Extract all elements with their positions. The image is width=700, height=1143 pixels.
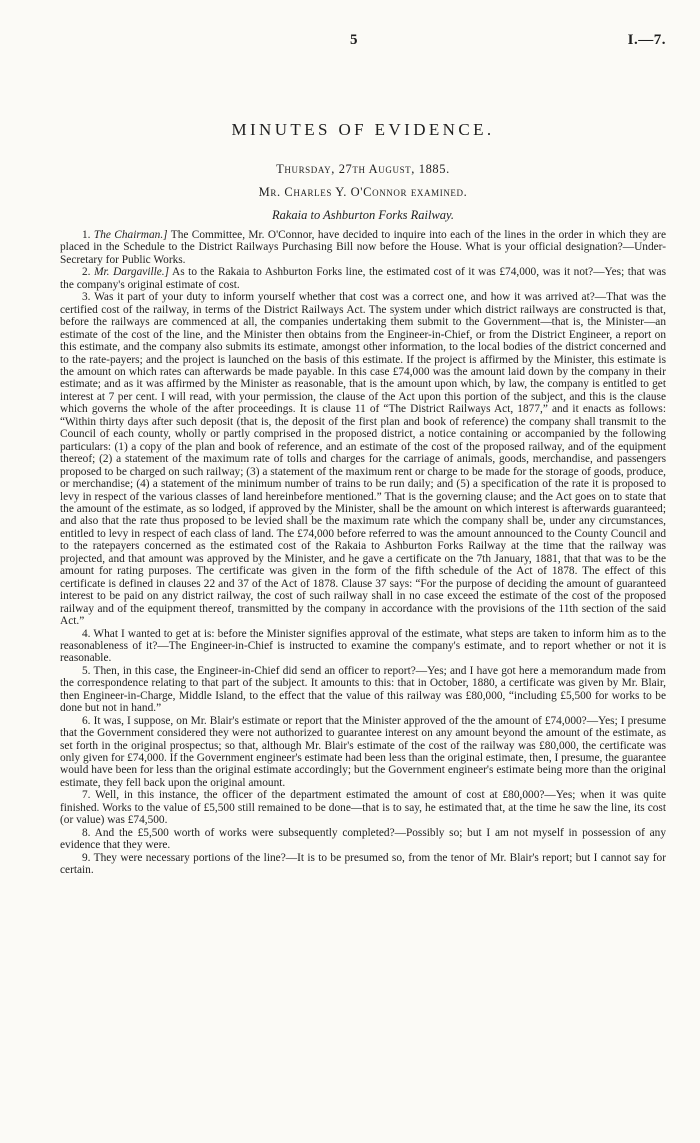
- paragraph-text: It was, I suppose, on Mr. Blair's estimate or report that the Minister approved of the the amount of £74,000?—Yes; I presume that the Government considered they were not authorized to guarantee interest on any amount beyond the amount of the estimate, as set forth in the original prospectus; so that, although Mr. Blair's estimate of the cost of the railway was £80,000, the certificate was only given for £74,000. If the Government engineer's estimate had been less than the original estimate, then, I presume, the guarantee would have been for less than the original estimate accordingly; but the Government engineer's estimate being more than the original estimate, they fell back upon the original amount.: [60, 714, 666, 789]
- witness-line: Mr. Charles Y. O'Connor examined.: [258, 185, 468, 199]
- paragraph-text: As to the Rakaia to Ashburton Forks line, the estimated cost of it was £74,000, was it not?—Yes; that was the company's original estimate of cost.: [60, 266, 666, 291]
- paragraph-text: Then, in this case, the Engineer-in-Chief did send an officer to report?—Yes; and I have got here a memorandum made from the correspondence relating to that part of the subject. It amounts to this: that in October, 1880, a certificate was given by Mr. Blair, then Engineer-in-Charge, Middle Island, to the effect that the value of this railway was £80,000, “including £5,500 for works to be done but not in hand.”: [60, 664, 666, 715]
- evidence-body: [60, 229, 666, 877]
- paragraph-text: They were necessary portions of the line?—It is to be presumed so, from the tenor of Mr. Blair's report; but I cannot say for certain.: [60, 851, 666, 877]
- page-number: 5: [350, 32, 358, 48]
- evidence-paragraph: [60, 789, 666, 826]
- speaker-label: Mr. Dargaville.]: [94, 266, 170, 279]
- evidence-paragraph: [60, 266, 666, 291]
- subject-heading: Rakaia to Ashburton Forks Railway.: [271, 208, 455, 222]
- paragraph-number: 4.: [82, 627, 91, 640]
- paragraph-number: 1.: [82, 229, 91, 241]
- paragraph-number: 5.: [82, 664, 91, 677]
- paragraph-number: 7.: [82, 789, 91, 802]
- document-page: [60, 32, 666, 877]
- paragraph-number: 3.: [82, 291, 91, 304]
- evidence-paragraph: [60, 291, 666, 627]
- paragraph-number: 9.: [82, 851, 91, 864]
- evidence-paragraph: [60, 827, 666, 852]
- page-header: [60, 32, 666, 56]
- evidence-paragraph: [60, 852, 666, 877]
- paragraph-number: 8.: [82, 826, 91, 839]
- paper-reference: I.—7.: [627, 32, 666, 48]
- document-title: MINUTES OF EVIDENCE.: [231, 120, 495, 139]
- sitting-date: Thursday, 27th August, 1885.: [276, 162, 450, 176]
- paragraph-text: Well, in this instance, the officer of the department estimated the amount of cost at £80,000?—Yes; when it was quite finished. Works to the value of £5,500 still remained to be done—that is to say, he estimated that, at the time he saw the line, its cost (or value) was £74,500.: [60, 789, 666, 827]
- evidence-paragraph: [60, 628, 666, 665]
- paragraph-text: And the £5,500 worth of works were subsequently completed?—Possibly so; but I am not myself in possession of any evidence that they were.: [60, 826, 667, 852]
- evidence-paragraph: [60, 715, 666, 790]
- evidence-paragraph: [60, 229, 666, 266]
- evidence-paragraph: [60, 665, 666, 715]
- paragraph-number: 6.: [82, 714, 91, 727]
- paragraph-text: Was it part of your duty to inform yourself whether that cost was a correct one, and how it was arrived at?—That was the certified cost of the railway, in terms of the District Railways Act. The system under which district railways are constructed is that, before the railways are commenced at all, the companies undertaking them submit to the Government—that is, the Minister—an estimate of the cost of the line, and the Minister then obtains from the Engineer-in-Chief, or from the District Engineer, a report on this estimate, and the company also submits its estimate, amongst other information, to the local bodies of the district concerned and to the rate-payers; and the project is launched on the basis of this estimate. If the project is affirmed by the Minister, this estimate is the amount on which rates can afterwards be made payable. In this case £74,000 was the amount laid down by the company in their estimate; and as it was affirmed by the Minister as reasonable, that is the amount upon which, by law, the company is entitled to get interest at 7 per cent. I will read, with your permission, the clause of the Act upon this portion of the subject, and this is the clause which governs the whole of the after proceedings. It is clause 11 of “The District Railways Act, 1877,” and it enacts as follows: “Within thirty days after such deposit (that is, the deposit of the first plan and book of reference) the company shall transmit to the Council of each county, wholly or partly comprised in the proposed district, a notice containing or accompanied by the following particulars: (1) a copy of the plan and book of reference, and an estimate of the cost of the proposed railway, and of the equipment thereof; (2) a statement of the maximum rate of tolls and charges for the carriage of animals, goods, merchandise, and passengers proposed to be charged on such railway; (3) a statement of the maximum rent or charge to be made for the storage of goods, produce, or merchandise; (4) a statement of the minimum number of trains to be run daily; and (5) a specification of the rate it is proposed to levy in respect of the various classes of land hereinbefore mentioned.” That is the governing clause; and the Act goes on to state that the amount of the estimate, as so lodged, if approved by the Minister, shall be the amount on which interest is afterwards guaranteed; and also that the rate thus proposed to be levied shall be the maximum rate which the company shall be, under any circumstances, entitled to levy in respect of each class of land. The £74,000 before referred to was the amount announced to the County Council and to the ratepayers concerned as the estimated cost of the Rakaia to Ashburton Forks Railway at the time that the railway was projected, and that amount was approved by the Minister, and he gave a certificate on the 7th January, 1881, that that was to be the amount for rating purposes. The certificate was given in the form of the fifth schedule of the Act of 1878. The effect of this certificate is defined in clauses 22 and 37 of the Act of 1878. Clause 37 says: “For the purpose of deciding the amount of guaranteed interest to be paid on any district railway, the cost of such railway shall in no case exceed the estimate of the cost of the proposed railway and of the equipment thereof, transmitted by the company in accordance with the provisions of the 11th section of the said Act.”: [60, 291, 667, 628]
- speaker-label: The Chairman.]: [93, 229, 168, 241]
- paragraph-text: What I wanted to get at is: before the Minister signifies approval of the estimate, what steps are taken to inform him as to the reasonableness of it?—The Engineer-in-Chief is instructed to examine the company's estimate, and to report whether or not it is reasonable.: [60, 627, 666, 665]
- paragraph-number: 2.: [82, 266, 91, 279]
- paragraph-text: The Committee, Mr. O'Connor, have decided to inquire into each of the lines in the order in which they are placed in the Schedule to the District Railways Purchasing Bill now before the House. What is your official designation?—Under-Secretary for Public Works.: [60, 229, 666, 266]
